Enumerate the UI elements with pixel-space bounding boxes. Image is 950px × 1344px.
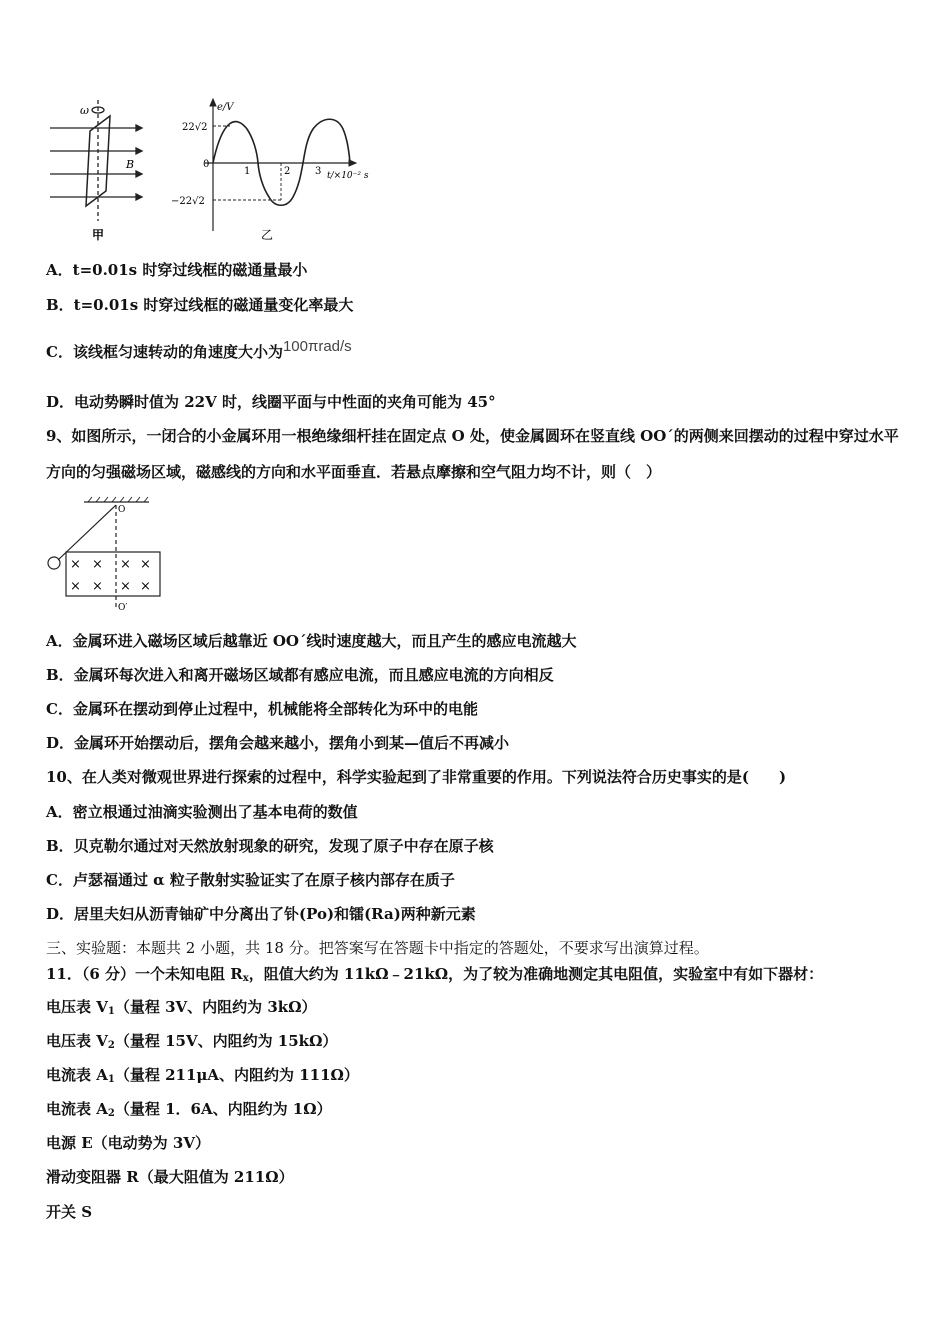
figure-yi-graph	[165, 96, 380, 246]
q10-stem: 10、在人类对微观世界进行探索的过程中，科学实验起到了非常重要的作用。下列说法符合历史事实的是( )	[46, 768, 787, 786]
svg-text:×: ×	[120, 579, 131, 594]
y-max-label: 22√2	[182, 122, 208, 133]
q10-option-a: A．密立根通过油滴实验测出了基本电荷的数值	[46, 803, 358, 821]
q11-ammeter-a1: 电流表 $A_1$（量程 211μA、内阻约为 111Ω）	[46, 1066, 359, 1085]
svg-text:×: ×	[140, 579, 151, 594]
q11-power-source: 电源 E（电动势为 3V）	[46, 1134, 210, 1152]
q10-option-c: C．卢瑟福通过 α 粒子散射实验证实了在原子核内部存在质子	[46, 871, 455, 889]
q11-voltmeter-v1: 电压表 $V_1$（量程 3V、内阻约为 3kΩ）	[46, 998, 317, 1017]
tick-2-label: 2	[284, 166, 291, 177]
svg-text:×: ×	[70, 557, 81, 572]
q11-ammeter-a2: 电流表 $A_2$（量程 1．6A、内阻约为 1Ω）	[46, 1100, 332, 1119]
x-axis-label: t/×10⁻² s	[327, 171, 369, 181]
q9-option-c: C．金属环在摆动到停止过程中，机械能将全部转化为环中的电能	[46, 700, 478, 718]
sine-curve	[213, 119, 350, 205]
tick-3-label: 3	[315, 166, 322, 177]
omega-label: ω	[80, 104, 89, 117]
q11-stem: 11．（6 分）一个未知电阻 $R_x$，阻值大约为 11kΩ﹣21kΩ，为了较为准确地测定其电阻值，实验室中有如下器材：	[46, 965, 824, 984]
svg-text:×: ×	[92, 557, 103, 572]
q10-option-b: B．贝克勒尔通过对天然放射现象的研究，发现了原子中存在原子核	[46, 837, 494, 855]
figure-jia-caption: 甲	[92, 228, 105, 242]
svg-text:×: ×	[70, 579, 81, 594]
q11-switch: 开关 S	[46, 1203, 93, 1221]
q11-rheostat: 滑动变阻器 R（最大阻值为 211Ω）	[46, 1168, 294, 1186]
q10-option-d: D．居里夫妇从沥青铀矿中分离出了钋(Po)和镭(Ra)两种新元素	[46, 905, 476, 923]
q8-option-c-text: C．该线框匀速转动的角速度大小为	[46, 343, 283, 361]
figure-q9-pendulum	[44, 496, 169, 616]
q8-option-a: A．t=0.01s 时穿过线框的磁通量最小	[46, 261, 308, 279]
q8-option-c	[46, 338, 352, 363]
tick-1-label: 1	[244, 166, 251, 177]
q8-option-d: D．电动势瞬时值为 22V 时，线圈平面与中性面的夹角可能为 45°	[46, 393, 496, 411]
q9-option-d: D．金属环开始摆动后，摆角会越来越小，摆角小到某—值后不再减小	[46, 734, 510, 752]
origin-label: 0	[203, 159, 210, 170]
b-field-label: B	[126, 158, 135, 171]
svg-text:×: ×	[140, 557, 151, 572]
svg-text:×: ×	[120, 557, 131, 572]
figure-yi-caption: 乙	[261, 228, 274, 242]
section-3-title: 三、实验题：本题共 2 小题，共 18 分。把答案写在答题卡中指定的答题处，不要求写出演算过程。	[46, 939, 709, 957]
point-o-prime-label: O′	[118, 603, 128, 613]
point-o-label: O	[118, 505, 126, 515]
q8-omega-formula: 100πrad/s	[282, 338, 352, 355]
q9-option-a: A．金属环进入磁场区域后越靠近 OO´线时速度越大，而且产生的感应电流越大	[46, 632, 577, 650]
q8-option-b: B．t=0.01s 时穿过线框的磁通量变化率最大	[46, 296, 354, 314]
field-cross-marks	[70, 557, 151, 594]
q11-voltmeter-v2: 电压表 $V_2$（量程 15V、内阻约为 15kΩ）	[46, 1032, 338, 1051]
figure-jia-coil	[40, 96, 150, 246]
y-axis-label: e/V	[217, 102, 234, 113]
q9-option-b: B．金属环每次进入和离开磁场区域都有感应电流，而且感应电流的方向相反	[46, 666, 554, 684]
svg-text:×: ×	[92, 579, 103, 594]
q9-stem: 9、如图所示，一闭合的小金属环用一根绝缘细杆挂在固定点 O 处，使金属圆环在竖直线 OO´的两侧来回摆动的过程中穿过水平方向的匀强磁场区域，磁感线的方向和水平面垂直．若悬点摩擦和空气阻力均不计，则（ ）	[46, 427, 899, 481]
y-min-label: −22√2	[171, 196, 205, 207]
